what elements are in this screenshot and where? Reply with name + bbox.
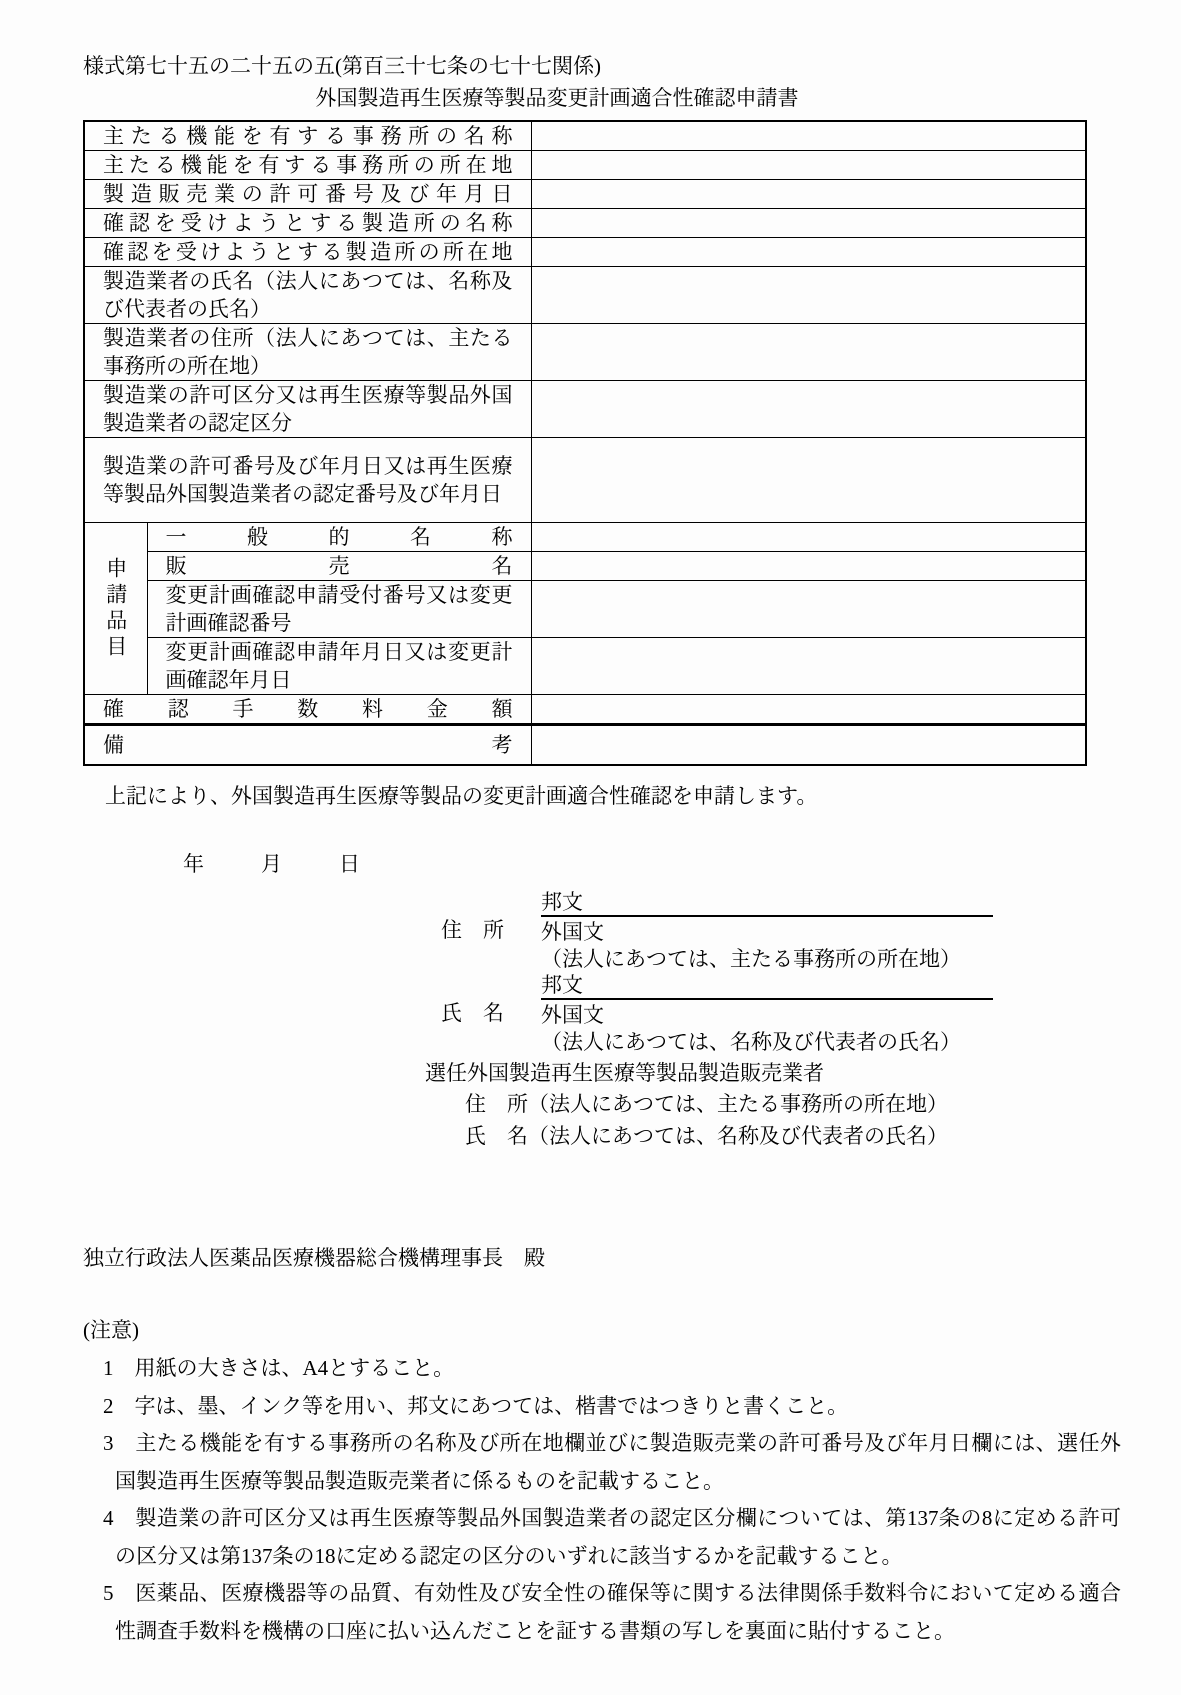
value-cell-manufacturer-address [531, 324, 1086, 381]
row-label-manufacturer-address: 製造業者の住所（法人にあつては、主たる事務所の所在地） [84, 324, 531, 381]
agent-heading: 選任外国製造再生医療等製品製造販売業者 [425, 1061, 824, 1085]
row-label-generic-name: 一般的名称 [147, 523, 531, 552]
table-row [84, 121, 1086, 151]
value-cell-brand-name [531, 552, 1086, 581]
table-row [84, 324, 1086, 381]
application-statement: 上記により、外国製造再生医療等製品の変更計画適合性確認を申請します。 [105, 784, 818, 808]
value-cell-license-number [531, 180, 1086, 209]
note-item-4: 4 製造業の許可区分又は再生医療等製品外国製造業者の認定区分欄については、第137条の8に定める許可の区分又は第137条の18に定める認定の区分のいずれに該当するかを記載すること。 [103, 1506, 1121, 1568]
table-row [84, 523, 1086, 552]
row-label-office-address: 主たる機能を有する事務所の所在地 [84, 151, 531, 180]
date-month-label: 月 [261, 852, 282, 876]
value-cell-license-category [531, 381, 1086, 438]
value-cell-accreditation-number [531, 438, 1086, 523]
row-label-brand-name: 販売名 [147, 552, 531, 581]
table-row [84, 695, 1086, 725]
address-foreign-line: 外国文 [541, 920, 604, 944]
value-cell-plan-confirmation-date [531, 638, 1086, 695]
table-row [84, 209, 1086, 238]
document-title: 外国製造再生医療等製品変更計画適合性確認申請書 [315, 86, 799, 110]
name-fields [541, 973, 993, 1056]
value-cell-generic-name [531, 523, 1086, 552]
table-row [84, 180, 1086, 209]
row-label-remarks: 備考 [84, 725, 531, 766]
name-foreign-line: 外国文 [541, 1003, 604, 1027]
row-label-license-number: 製造販売業の許可番号及び年月日 [84, 180, 531, 209]
row-label-factory-name: 確認を受けようとする製造所の名称 [84, 209, 531, 238]
name-japanese-line: 邦文 [541, 973, 993, 1000]
address-label: 住 所 [441, 918, 504, 942]
item-section-header: 申請品目 [84, 523, 147, 695]
table-row [84, 581, 1086, 638]
row-label-accreditation-number: 製造業の許可番号及び年月日又は再生医療等製品外国製造業者の認定番号及び年月日 [84, 438, 531, 523]
value-cell-remarks [531, 725, 1086, 766]
signature-name-row [441, 973, 1121, 1056]
value-cell-plan-confirmation-number [531, 581, 1086, 638]
agent-address-line: 住 所（法人にあつては、主たる事務所の所在地） [465, 1092, 948, 1116]
note-item-1: 1 用紙の大きさは、A4とすること。 [103, 1356, 455, 1380]
agent-lines [465, 1088, 1121, 1152]
row-label-factory-address: 確認を受けようとする製造所の所在地 [84, 238, 531, 267]
value-cell-factory-address [531, 238, 1086, 267]
table-row [84, 638, 1086, 695]
form-number: 様式第七十五の二十五の五(第百三十七条の七十七関係) [83, 54, 601, 78]
application-table [83, 120, 1087, 766]
table-row [84, 725, 1086, 766]
note-item-3: 3 主たる機能を有する事務所の名称及び所在地欄並びに製造販売業の許可番号及び年月日欄には、選任外国製造再生医療等製品製造販売業者に係るものを記載すること。 [103, 1431, 1121, 1493]
row-label-office-name: 主たる機能を有する事務所の名称 [84, 121, 531, 151]
note-item-2: 2 字は、墨、インク等を用い、邦文にあつては、楷書ではつきりと書くこと。 [103, 1393, 849, 1418]
row-label-license-category: 製造業の許可区分又は再生医療等製品外国製造業者の認定区分 [84, 381, 531, 438]
row-label-plan-confirmation-date: 変更計画確認申請年月日又は変更計画確認年月日 [147, 638, 531, 695]
address-fields [541, 890, 993, 973]
value-cell-factory-name [531, 209, 1086, 238]
table-row [84, 438, 1086, 523]
table-row [84, 381, 1086, 438]
value-cell-office-address [531, 151, 1086, 180]
date-line [183, 850, 1121, 878]
row-label-manufacturer-name: 製造業者の氏名（法人にあつては、名称及び代表者の氏名） [84, 267, 531, 324]
note-item-5: 5 医薬品、医療機器等の品質、有効性及び安全性の確保等に関する法律関係手数料令において定める適合性調査手数料を機構の口座に払い込んだことを証する書類の写しを裏面に貼付すること。 [103, 1581, 1121, 1643]
name-label: 氏 名 [441, 1001, 504, 1025]
table-row [84, 552, 1086, 581]
table-row [84, 238, 1086, 267]
address-japanese-line: 邦文 [541, 890, 993, 917]
agent-name-line: 氏 名（法人にあつては、名称及び代表者の氏名） [465, 1124, 948, 1148]
signature-block [441, 890, 1121, 1056]
value-cell-office-name [531, 121, 1086, 151]
date-day-label: 日 [339, 852, 360, 876]
value-cell-manufacturer-name [531, 267, 1086, 324]
address-note: （法人にあつては、主たる事務所の所在地） [541, 947, 961, 971]
notes-heading: (注意) [83, 1318, 139, 1342]
addressee-line: 独立行政法人医薬品医療機器総合機構理事長 殿 [83, 1246, 545, 1270]
value-cell-fee-amount [531, 695, 1086, 725]
name-note: （法人にあつては、名称及び代表者の氏名） [541, 1030, 961, 1054]
row-label-plan-confirmation-number: 変更計画確認申請受付番号又は変更計画確認番号 [147, 581, 531, 638]
table-row [84, 151, 1086, 180]
notes-list [83, 1350, 1121, 1650]
table-row [84, 267, 1086, 324]
date-year-label: 年 [183, 852, 204, 876]
signature-address-row [441, 890, 1121, 973]
row-label-fee-amount: 確認手数料金額 [84, 695, 531, 725]
